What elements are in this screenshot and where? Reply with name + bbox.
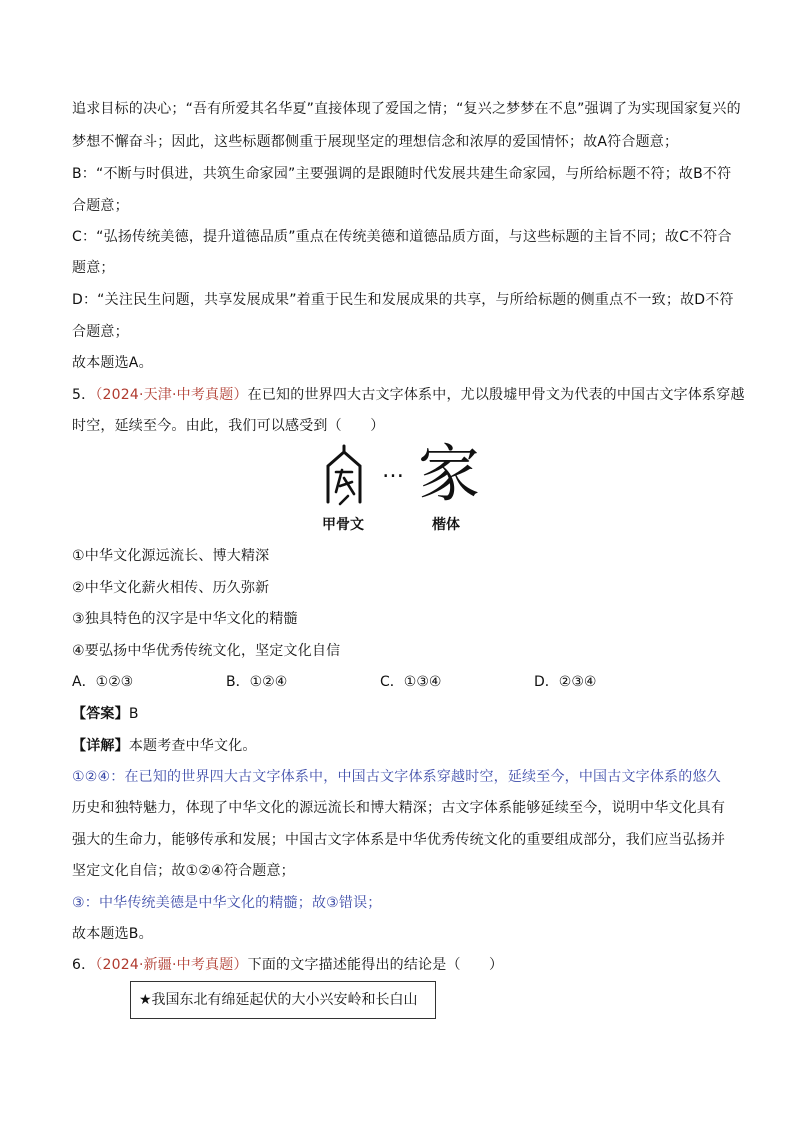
question-stem: 下面的文字描述能得出的结论是（ ） (247, 957, 504, 973)
oracle-bone-jia-glyph (322, 442, 366, 508)
answer-value: B (128, 706, 139, 722)
caption-oracle-bone: 甲骨文 (322, 517, 364, 533)
detail-text: 本题考查中华文化。 (128, 738, 257, 754)
text-line: B：“不断与时俱进，共筑生命家园”主要强调的是跟随时代发展共建生命家园，与所给标题不符；故B不符 (72, 166, 732, 182)
explanation-line: 历史和独特魅力，体现了中华文化的源远流长和博大精深；古文字体系能够延续至今，说明中华文化具有 (72, 800, 726, 816)
question-number: 6． (72, 957, 96, 973)
question-6-stem (72, 955, 732, 975)
detail-line (72, 736, 732, 756)
text-line: 合题意； (72, 324, 129, 340)
question-stem-cont: 时空，延续至今。由此，我们可以感受到（ ） (72, 418, 385, 434)
text-line: 梦想不懈奋斗；因此，这些标题都侧重于展现坚定的理想信念和浓厚的爱国情怀；故A符合题意； (72, 134, 679, 150)
statement-item: ④要弘扬中华优秀传统文化，坚定文化自信 (72, 643, 341, 659)
quote-box: ★我国东北有绵延起伏的大小兴安岭和长白山 (130, 981, 436, 1019)
question-number: 5． (72, 387, 96, 403)
text-line: D：“关注民生问题，共享发展成果”着重于民生和发展成果的共享，与所给标题的侧重点不一致；故D不符 (72, 292, 734, 308)
statement-item: ②中华文化薪火相传、历久弥新 (72, 580, 270, 596)
text-line: 追求目标的决心；“吾有所爱其名华夏”直接体现了爱国之情；“复兴之梦梦在不息”强调了为实现国家复兴的 (72, 101, 741, 117)
answer-label: 【答案】 (72, 706, 129, 722)
text-line: 合题意； (72, 198, 129, 214)
kaishu-jia-glyph: 家 (418, 437, 481, 510)
option-c: C．①③④ (380, 674, 442, 690)
explanation-line: ③：中华传统美德是中华文化的精髓；故③错误； (72, 895, 382, 911)
explanation-line: ①②④：在已知的世界四大古文字体系中，中国古文字体系穿越时空，延续至今，中国古文字体系的悠久 (72, 769, 721, 785)
text-line: C：“弘扬传统美德，提升道德品质”重点在传统美德和道德品质方面，与这些标题的主旨不同；故C不符合 (72, 229, 732, 245)
answer-line (72, 704, 732, 724)
character-evolution-figure (300, 438, 500, 538)
question-source: （2024·天津·中考真题） (95, 387, 248, 403)
text-line: 故本题选A。 (72, 355, 153, 371)
caption-kaishu: 楷体 (432, 517, 460, 533)
conclusion-line: 故本题选B。 (72, 926, 153, 942)
option-d: D．②③④ (534, 674, 597, 690)
statement-item: ③独具特色的汉字是中华文化的精髓 (72, 611, 298, 627)
evolution-ellipsis: … (382, 458, 405, 483)
question-source: （2024·新疆·中考真题） (95, 957, 248, 973)
option-b: B．①②④ (226, 674, 288, 690)
option-a: A．①②③ (72, 674, 134, 690)
text-line: 题意； (72, 260, 115, 276)
question-5-stem (72, 385, 745, 405)
question-stem: 在已知的世界四大古文字体系中，尤以殷墟甲骨文为代表的中国古文字体系穿越 (247, 387, 745, 403)
explanation-line: 坚定文化自信；故①②④符合题意； (72, 863, 295, 879)
explanation-line: 强大的生命力，能够传承和发展；中国古文字体系是中华优秀传统文化的重要组成部分，我们应当弘扬并 (72, 832, 726, 848)
detail-label: 【详解】 (72, 738, 129, 754)
statement-item: ①中华文化源远流长、博大精深 (72, 548, 270, 564)
